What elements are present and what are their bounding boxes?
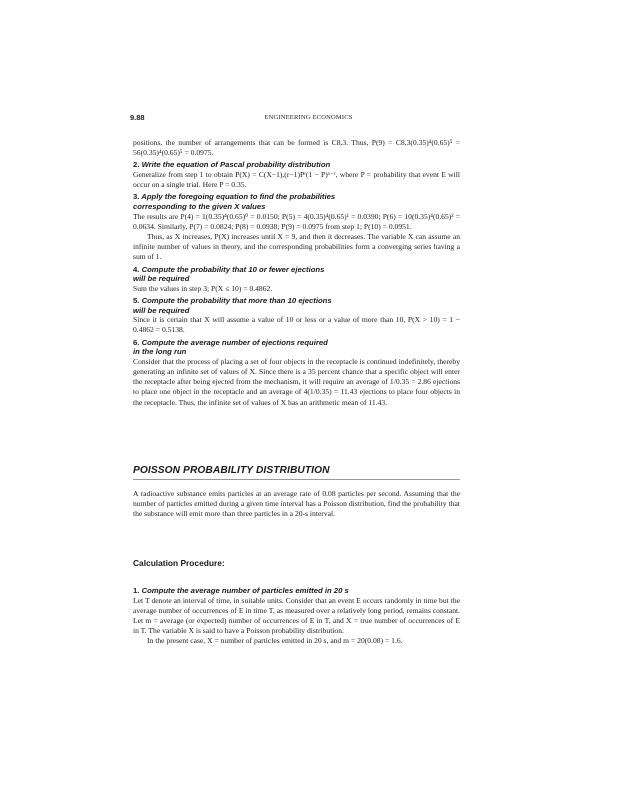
step-4-heading — [133, 265, 460, 284]
poisson-problem — [133, 489, 460, 520]
problem-statement: A radioactive substance emits particles at an average rate of 0.08 particles per second. Assuming that the number of particles emitted during a given time interval has a Poisson distribution, find the probability that the substance will emit more than three particles in a 20-s interval. — [133, 489, 460, 519]
section-title: POISSON PROBABILITY DISTRIBUTION — [133, 465, 330, 476]
step-6-title-line2: in the long run — [133, 347, 187, 357]
step-4-text: Sum the values in step 3; P(X ≤ 10) = 0.4862. — [133, 283, 273, 293]
poisson-step-1-title: Compute the average number of particles emitted in 20 s — [141, 586, 349, 595]
poisson-step-1-text-2: In the present case, X = number of particles emitted in 20 s, and m = 20(0.08) = 1.6. — [147, 636, 403, 646]
calculation-heading: Calculation Procedure: — [133, 558, 225, 568]
step-3-text-2: Thus, as X increases, P(X) increases until X = 9, and then it decreases. The variable X can assume an infinite number of values in theory, and the corresponding probabilities form a converging series having a sum of 1. — [133, 232, 460, 262]
poisson-step-1 — [133, 586, 460, 647]
step-6-text: Consider that the process of placing a set of four objects in the receptacle is continued indefinitely, thereby generating an infinite set of values of X. Since there is a 35 percent chance that a specific object will enter the receptacle after being ejected from the mechanism, it will require an average of 1/0.35 = 2.86 ejections to place one object in the receptacle and an average of 4(1/0.35) = 11.43 ejections to place four objects in the receptacle. Thus, the infinite set of values of X has an arithmetic mean of 11.43. — [133, 356, 460, 407]
pascal-continuation — [133, 138, 460, 408]
section-rule — [133, 479, 460, 480]
step-3-text: The results are P(4) = 1(0.35)⁴(0.65)⁰ = 0.0150; P(5) = 4(0.35)⁴(0.65)¹ = 0.0390; P(6) = 10(0.35)⁴(0.65)² = 0.0634. Similarly, P(7) = 0.0824; P(8) = 0.0938; P(9) = 0.0975 from step 1; P(10) = 0.0951. — [133, 211, 460, 231]
step-4-title-line2: will be required — [133, 274, 190, 284]
step-3-heading — [133, 192, 460, 211]
step-3-title-line2: corresponding to the given X values — [133, 202, 266, 211]
step-6-number: 6. — [133, 337, 140, 347]
step-5-title-line2: will be required — [133, 305, 190, 315]
step-5-text: Since it is certain that X will assume a value of 10 or less or a value of more than 10, P(X > 10) = 1 − 0.4862 = 0.5138. — [133, 315, 460, 335]
step-5-heading — [133, 296, 460, 315]
step-4-number: 4. — [133, 264, 140, 274]
calculation-procedure — [133, 558, 460, 568]
poisson-step-1-text: Let T denote an interval of time, in suitable units. Consider that an event E occurs randomly in time but the average number of occurrences of E in time T, as measured over a relatively long period, remains constant. Let m = average (or expected) number of occurrences of E in T, and X = true number of occurrences of E in T. The variable X is said to have a Poisson probability distribution. — [133, 595, 460, 636]
step-3-title-line1: Apply the foregoing equation to find the probabilities — [141, 192, 336, 202]
step-2-text: Generalize from step 1 to obtain P(X) = C(X−1),(r−1)Pʳ(1 − P)ˣ⁻ʳ, where P = probability that event E will occur on a single trial. Here P = 0.35. — [133, 170, 460, 190]
page-number: 9.88 — [130, 113, 145, 122]
step-2-title: Write the equation of Pascal probability distribution — [141, 160, 331, 170]
step-5-number: 5. — [133, 296, 140, 305]
step-5-title-line1: Compute the probability that more than 10 ejections — [141, 296, 332, 305]
step-3-number: 3. — [133, 192, 140, 202]
paragraph-continuation: positions, the number of arrangements that can be formed is C8,3. Thus, P(9) = C8,3(0.35)⁴(0.65)⁵ = 56(0.35)⁴(0.65)⁵ = 0.0975. — [133, 138, 460, 158]
step-2-number: 2. — [133, 160, 140, 170]
poisson-section — [133, 465, 460, 480]
book-title: ENGINEERING ECONOMICS — [264, 114, 353, 121]
poisson-step-1-heading — [133, 586, 460, 596]
step-6-title-line1: Compute the average number of ejections required — [141, 337, 328, 347]
step-2-heading — [133, 160, 460, 170]
poisson-step-1-number: 1. — [133, 586, 140, 595]
step-6-heading — [133, 338, 460, 357]
step-4-title-line1: Compute the probability that 10 or fewer ejections — [141, 264, 325, 274]
